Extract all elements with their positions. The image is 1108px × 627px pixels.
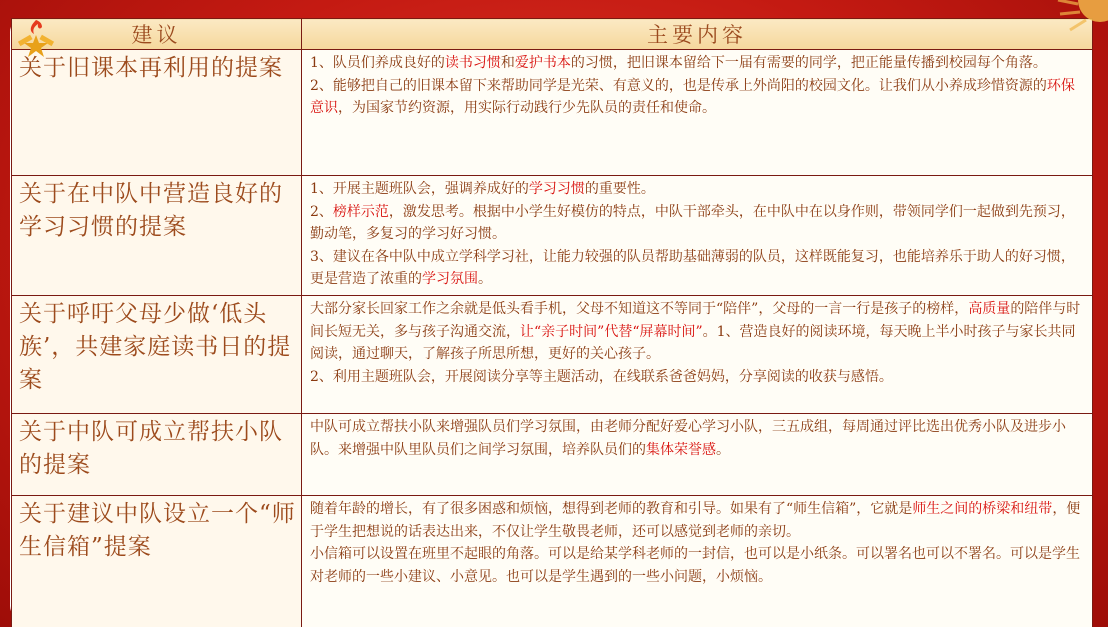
highlight-text: 高质量 (968, 301, 1011, 317)
text-segment: 3、建议在各中队中成立学科学习社，让能力较强的队员帮助基础薄弱的队员，这样既能复习，也能培养乐于助人的好习惯，更是营造了浓重的 (310, 248, 1075, 287)
table-header-row (12, 19, 1093, 50)
highlight-text: 学习氛围 (422, 271, 478, 287)
table-row (12, 414, 1093, 496)
topic-cell: 关于呼吁父母少做‘低头族’，共建家庭读书日的提案 (12, 296, 302, 414)
proposal-table (11, 18, 1093, 627)
content-paragraph (310, 178, 1084, 201)
topic-cell: 关于旧课本再利用的提案 (12, 50, 302, 176)
text-segment: 。 (716, 441, 730, 458)
table-row (12, 50, 1093, 176)
sun-ray-decoration-icon (1048, 0, 1108, 40)
highlight-text: 集体荣誉感 (646, 441, 716, 458)
content-cell (302, 50, 1093, 176)
text-segment: 1、队员们养成良好的 (310, 55, 445, 71)
highlight-text: 让“亲子时间”代替“屏幕时间” (520, 323, 703, 340)
content-paragraph (310, 246, 1084, 291)
topic-cell: 关于建议中队设立一个“师生信箱”提案 (12, 496, 302, 627)
highlight-text: 爱护书本 (514, 55, 571, 71)
table-row (12, 176, 1093, 296)
text-segment: 1、开展主题班队会，强调养成好的 (310, 181, 529, 197)
text-segment: 中队可成立帮扶小队来增强队员们学习氛围，由老师分配好爱心学习小队，三五成组，每周通过评比选出优秀小队及进步小队。来增强中队里队员们之间学习氛围，培养队员们的 (310, 419, 1066, 458)
text-segment: 和 (500, 55, 515, 71)
text-segment: 2、 (310, 203, 333, 220)
table-row (12, 496, 1093, 627)
content-cell (302, 414, 1093, 496)
text-segment: 小信箱可以设置在班里不起眼的角落。可以是给某学科老师的一封信，也可以是小纸条。可以署名也可以不署名。可以是学生对老师的一些小建议、小意见。也可以是学生遇到的一些小问题，小烦恼。 (310, 546, 1080, 585)
young-pioneer-emblem-icon (16, 18, 56, 62)
content-paragraph (310, 52, 1084, 75)
text-segment: 的重要性。 (584, 181, 655, 197)
text-segment: 2、能够把自己的旧课本留下来帮助同学是光荣、有意义的，也是传承上外尚阳的校园文化。让我们从小养成珍惜资源的 (310, 77, 1047, 94)
highlight-text: 榜样示范 (332, 203, 389, 220)
highlight-text: 师生之间的桥梁和纽带 (912, 501, 1053, 517)
highlight-text: 读书习惯 (444, 55, 501, 71)
highlight-text: 环保意识 (310, 77, 1075, 116)
text-segment: 。1、营造良好的阅读环境，每天晚上半小时孩子与家长共同阅读，通过聊天，了解孩子所思所想，更好的关心孩子。 (310, 323, 1076, 362)
content-cell (302, 176, 1093, 296)
text-segment: 2、利用主题班队会，开展阅读分享等主题活动，在线联系爸爸妈妈，分享阅读的收获与感悟。 (310, 368, 893, 385)
content-paragraph (310, 75, 1084, 120)
text-segment: 的陪伴与时间长短无关，多与孩子沟通交流， (310, 301, 1081, 340)
content-paragraph (310, 366, 1084, 389)
text-segment: ，激发思考。根据中小学生好模仿的特点，中队干部牵头，在中队中在以身作则，带领同学们一起做到先预习，勤动笔，多复习的学习好习惯。 (310, 203, 1075, 242)
text-segment: ，便于学生把想说的话表达出来，不仅让学生敬畏老师，还可以感觉到老师的亲切。 (310, 501, 1081, 540)
content-paragraph (310, 416, 1084, 461)
topic-cell: 关于中队可成立帮扶小队的提案 (12, 414, 302, 496)
content-paragraph (310, 298, 1084, 366)
highlight-text: 学习习惯 (528, 181, 585, 197)
content-paragraph (310, 543, 1084, 588)
text-segment: 随着年龄的增长，有了很多困惑和烦恼，想得到老师的教育和引导。如果有了“师生信箱”，它就是 (310, 501, 913, 517)
text-segment: ，为国家节约资源，用实际行动践行少先队员的责任和使命。 (338, 100, 716, 116)
header-content: 主要内容 (302, 19, 1093, 50)
content-paragraph (310, 201, 1084, 246)
content-paragraph (310, 498, 1084, 543)
content-cell (302, 296, 1093, 414)
content-cell (302, 496, 1093, 627)
text-segment: 大部分家长回家工作之余就是低头看手机，父母不知道这不等同于“陪伴”，父母的一言一行是孩子的榜样， (310, 301, 969, 317)
table-row (12, 296, 1093, 414)
header-suggestion: 建议 (12, 19, 302, 50)
text-segment: 的习惯，把旧课本留给下一届有需要的同学，把正能量传播到校园每个角落。 (570, 55, 1047, 71)
text-segment: 。 (478, 271, 492, 287)
topic-cell: 关于在中队中营造良好的学习习惯的提案 (12, 176, 302, 296)
